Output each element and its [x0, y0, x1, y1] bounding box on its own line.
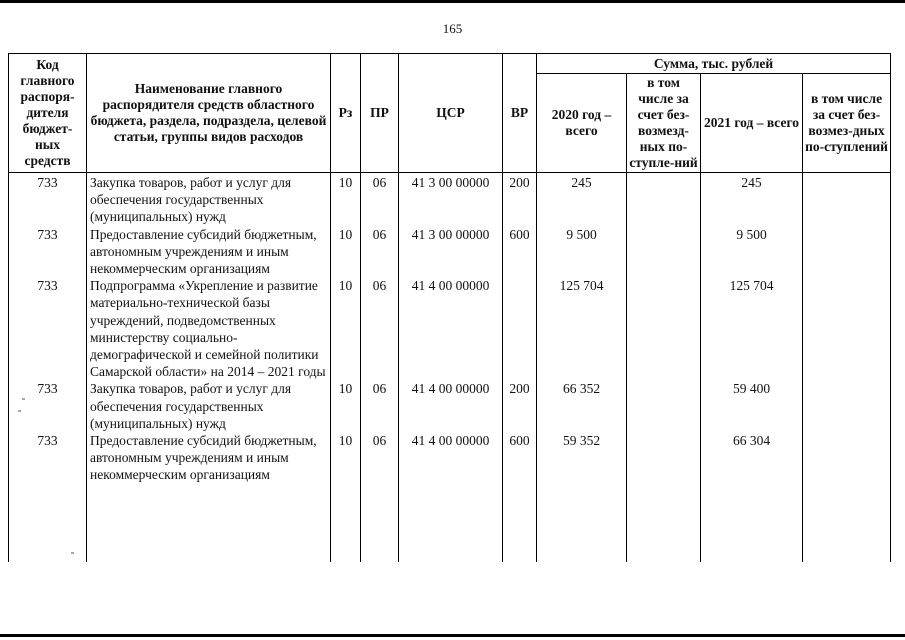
cell-2020-free: [627, 380, 701, 432]
cell-csr: 41 4 00 00000: [399, 277, 503, 380]
page-number: 165: [442, 21, 463, 36]
cell-pr: 06: [361, 226, 399, 278]
table-row: [9, 277, 891, 380]
header-sum: Сумма, тыс. рублей: [537, 54, 891, 74]
table-continuation: [9, 484, 891, 562]
scan-speck: [71, 552, 74, 554]
cell-2020-free: [627, 277, 701, 380]
header-pr: ПР: [361, 54, 399, 173]
cell-rz: 10: [331, 432, 361, 484]
cell-name: Закупка товаров, работ и услуг для обеспечения государственных (муниципальных) нужд: [87, 380, 331, 432]
cell-csr: 41 3 00 00000: [399, 226, 503, 278]
header-vr: ВР: [503, 54, 537, 173]
table-row: [9, 173, 891, 226]
header-2020-free: в том числе за счет без-возмезд-ных по-ступле-ний: [627, 74, 701, 173]
table-row: [9, 432, 891, 484]
cell-vr: [503, 277, 537, 380]
scan-speck: [22, 398, 25, 400]
cell-csr: 41 4 00 00000: [399, 432, 503, 484]
header-2021-free: в том числе за счет без-возмез-дных по-ступлений: [803, 74, 891, 173]
cell-name: Предоставление субсидий бюджетным, автономным учреждениям и иным некоммерческим организациям: [87, 226, 331, 278]
cell-2020-total: 9 500: [537, 226, 627, 278]
scan-speck: [18, 410, 21, 412]
table-header: [9, 54, 891, 173]
cell-2021-total: 9 500: [701, 226, 803, 278]
cell-csr: 41 3 00 00000: [399, 173, 503, 226]
bottom-page-edge: [0, 634, 905, 637]
cell-rz: 10: [331, 226, 361, 278]
cell-name: Закупка товаров, работ и услуг для обеспечения государственных (муниципальных) нужд: [87, 173, 331, 226]
cell-2021-total: 59 400: [701, 380, 803, 432]
cell-code: 733: [9, 173, 87, 226]
cell-2021-free: [803, 173, 891, 226]
cell-2021-free: [803, 277, 891, 380]
cell-2021-total: 125 704: [701, 277, 803, 380]
cell-code: 733: [9, 432, 87, 484]
cell-2021-total: 245: [701, 173, 803, 226]
header-2020-total: 2020 год – всего: [537, 74, 627, 173]
cell-vr: 600: [503, 432, 537, 484]
cell-2020-total: 125 704: [537, 277, 627, 380]
cell-name: Подпрограмма «Укрепление и развитие материально-технической базы учреждений, подведомственных министерству социально-демографической и семейной политики Самарской области» на 2014 – 2021 годы: [87, 277, 331, 380]
cell-rz: 10: [331, 173, 361, 226]
cell-2021-free: [803, 226, 891, 278]
cell-code: 733: [9, 380, 87, 432]
cell-rz: 10: [331, 380, 361, 432]
cell-2020-total: 66 352: [537, 380, 627, 432]
cell-2020-free: [627, 226, 701, 278]
cell-2020-free: [627, 432, 701, 484]
header-code: Код главного распоря-дителя бюджет-ных средств: [9, 54, 87, 173]
table-row: [9, 226, 891, 278]
cell-2021-total: 66 304: [701, 432, 803, 484]
cell-2020-free: [627, 173, 701, 226]
table-row: [9, 380, 891, 432]
cell-name: Предоставление субсидий бюджетным, автономным учреждениям и иным некоммерческим организациям: [87, 432, 331, 484]
cell-csr: 41 4 00 00000: [399, 380, 503, 432]
cell-2021-free: [803, 432, 891, 484]
header-csr: ЦСР: [399, 54, 503, 173]
header-2021-total: 2021 год – всего: [701, 74, 803, 173]
cell-pr: 06: [361, 432, 399, 484]
cell-code: 733: [9, 226, 87, 278]
header-rz: Рз: [331, 54, 361, 173]
budget-table: [8, 53, 891, 562]
cell-vr: 200: [503, 380, 537, 432]
cell-pr: 06: [361, 173, 399, 226]
table-body: [9, 173, 891, 562]
cell-2020-total: 245: [537, 173, 627, 226]
header-name: Наименование главного распорядителя средств областного бюджета, раздела, подраздела, целевой статьи, группы видов расходов: [87, 54, 331, 173]
cell-2021-free: [803, 380, 891, 432]
cell-rz: 10: [331, 277, 361, 380]
top-page-edge: [0, 0, 905, 3]
cell-vr: 600: [503, 226, 537, 278]
cell-code: 733: [9, 277, 87, 380]
cell-2020-total: 59 352: [537, 432, 627, 484]
cell-vr: 200: [503, 173, 537, 226]
cell-pr: 06: [361, 380, 399, 432]
cell-pr: 06: [361, 277, 399, 380]
